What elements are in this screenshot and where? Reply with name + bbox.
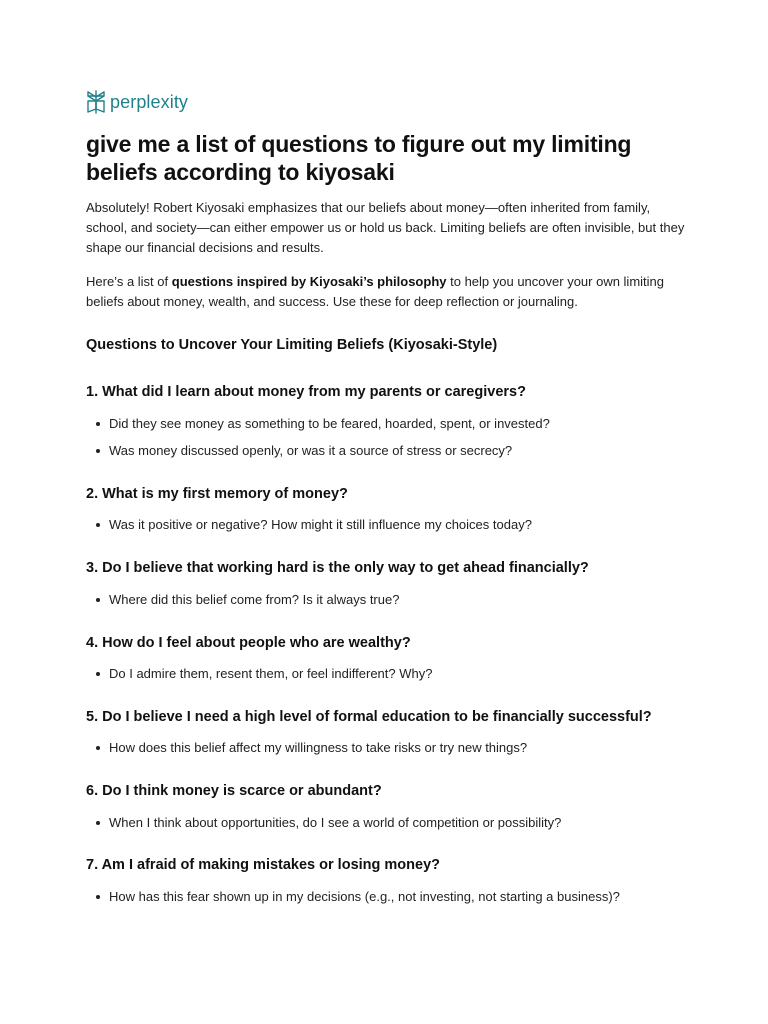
list-item-text: Where did this belief come from? Is it always true?	[109, 592, 400, 607]
document-page	[86, 88, 686, 904]
list-item-text: Did they see money as something to be feared, hoarded, spent, or invested?	[109, 416, 550, 431]
list-item-text: How has this fear shown up in my decisions (e.g., not investing, not starting a business)?	[109, 889, 620, 904]
intro2-bold: questions inspired by Kiyosaki’s philosophy	[171, 274, 447, 289]
list-item-text: Do I admire them, resent them, or feel indifferent? Why?	[109, 666, 433, 681]
intro-paragraph-2	[86, 272, 686, 312]
bullet-icon	[96, 523, 100, 527]
question-heading: 3. Do I believe that working hard is the only way to get ahead financially?	[86, 560, 589, 576]
list-item-text: Was it positive or negative? How might it still influence my choices today?	[109, 517, 532, 532]
bullet-icon	[96, 895, 100, 899]
perplexity-logo-icon	[86, 90, 106, 114]
question-heading: 6. Do I think money is scarce or abundant?	[86, 783, 382, 799]
list-item-text: When I think about opportunities, do I see a world of competition or possibility?	[109, 815, 562, 830]
bullet-icon	[96, 598, 100, 602]
bullet-icon	[96, 672, 100, 676]
bullet-icon	[96, 422, 100, 426]
question-heading: 7. Am I afraid of making mistakes or losing money?	[86, 857, 440, 873]
section-title: Questions to Uncover Your Limiting Beliefs (Kiyosaki-Style)	[86, 337, 498, 353]
page-title: give me a list of questions to figure out my limiting beliefs according to kiyosaki	[86, 131, 632, 185]
question-heading: 5. Do I believe I need a high level of formal education to be financially successful?	[86, 709, 652, 725]
intro2-text-after: to help you uncover your own limiting beliefs about money, wealth, and success. Use these for deep reflection or journaling.	[86, 274, 665, 309]
brand-header	[86, 88, 686, 116]
bullet-icon	[96, 449, 100, 453]
bullet-icon	[96, 821, 100, 825]
question-heading: 1. What did I learn about money from my parents or caregivers?	[86, 384, 526, 400]
intro2-text-before: Here’s a list of	[86, 274, 172, 289]
list-item-text: Was money discussed openly, or was it a source of stress or secrecy?	[109, 443, 513, 458]
brand-name: perplexity	[110, 91, 189, 112]
list-item-text: How does this belief affect my willingness to take risks or try new things?	[109, 740, 528, 755]
question-heading: 4. How do I feel about people who are wealthy?	[86, 635, 411, 651]
question-heading: 2. What is my first memory of money?	[86, 486, 348, 502]
intro-paragraph: Absolutely! Robert Kiyosaki emphasizes that our beliefs about money—often inherited from family, school, and society—can either empower us or hold us back. Limiting beliefs are often invisible, but they shape our financial decisions and results.	[86, 200, 685, 255]
bullet-icon	[96, 746, 100, 750]
